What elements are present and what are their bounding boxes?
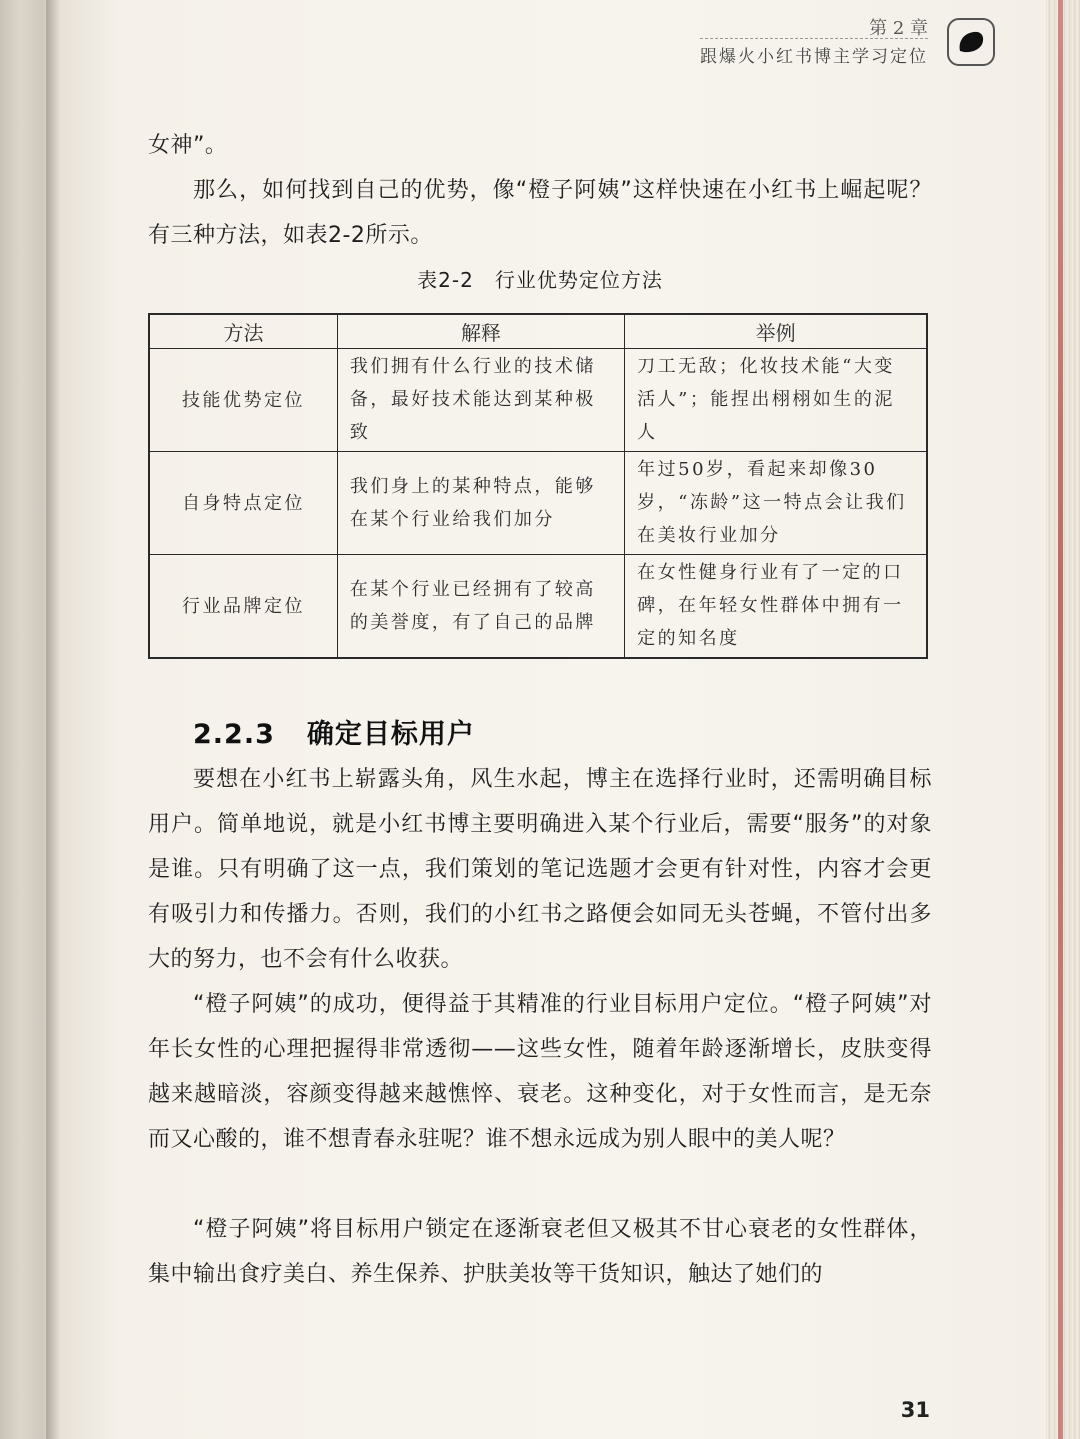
table-row [149,452,927,555]
section-title: 确定目标用户 [306,719,475,750]
book-gutter [0,0,60,1439]
positioning-methods-table [148,313,928,659]
book-edge-stripe [1058,0,1063,1439]
paragraph-target-users: 要想在小红书上崭露头角，风生水起，博主在选择行业时，还需明确目标用户。简单地说，就是小红书博主要明确进入某个行业后，需要“服务”的对象是谁。只有明确了这一点，我们策划的笔记选题才会更有针对性，内容才会更有吸引力和传播力。否则，我们的小红书之路便会如同无头苍蝇，不管付出多大的努力，也不会有什么收获。 [148,767,932,972]
table-caption: 表2-2 行业优势定位方法 [417,268,663,292]
cell-example: 刀工无敌；化妆技术能“大变活人”；能捏出栩栩如生的泥人 [625,349,927,452]
running-header-title: 跟爆火小红书博主学习定位 [700,47,928,67]
header-method: 方法 [149,314,337,349]
cell-method: 技能优势定位 [149,349,337,452]
leaf-icon [947,18,995,66]
cell-explain: 我们身上的某种特点，能够在某个行业给我们加分 [337,452,624,555]
page-edges [1046,0,1080,1439]
cell-explain: 在某个行业已经拥有了较高的美誉度，有了自己的品牌 [337,555,624,659]
paragraph-continuation: 女神”。 [148,133,228,158]
header-example: 举例 [625,314,927,349]
paragraph-success-reason: “橙子阿姨”的成功，便得益于其精准的行业目标用户定位。“橙子阿姨”对年长女性的心理把握得非常透彻——这些女性，随着年龄逐渐增长，皮肤变得越来越暗淡，容颜变得越来越憔悴、衰老。这种变化，对于女性而言，是无奈而又心酸的，谁不想青春永驻呢？谁不想永远成为别人眼中的美人呢？ [148,992,932,1152]
table-row [149,349,927,452]
table-header-row [149,314,927,349]
cell-method: 自身特点定位 [149,452,337,555]
paragraph-intro: 那么，如何找到自己的优势，像“橙子阿姨”这样快速在小红书上崛起呢？有三种方法，如表2-2所示。 [148,178,932,248]
cell-example: 年过50岁，看起来却像30岁，“冻龄”这一特点会让我们在美妆行业加分 [625,452,927,555]
page-number: 31 [900,1398,930,1422]
running-header-rule [700,38,928,39]
section-heading [193,712,475,751]
cell-method: 行业品牌定位 [149,555,337,659]
header-explain: 解释 [337,314,624,349]
table-row [149,555,927,659]
cell-example: 在女性健身行业有了一定的口碑，在年轻女性群体中拥有一定的知名度 [625,555,927,659]
cell-explain: 我们拥有什么行业的技术储备，最好技术能达到某种极致 [337,349,624,452]
section-number: 2.2.3 [193,719,275,750]
paragraph-target-locking: “橙子阿姨”将目标用户锁定在逐渐衰老但又极其不甘心衰老的女性群体，集中输出食疗美白、养生保养、护肤美妆等干货知识，触达了她们的 [148,1217,932,1287]
running-header-chapter: 第 2 章 [869,18,928,39]
